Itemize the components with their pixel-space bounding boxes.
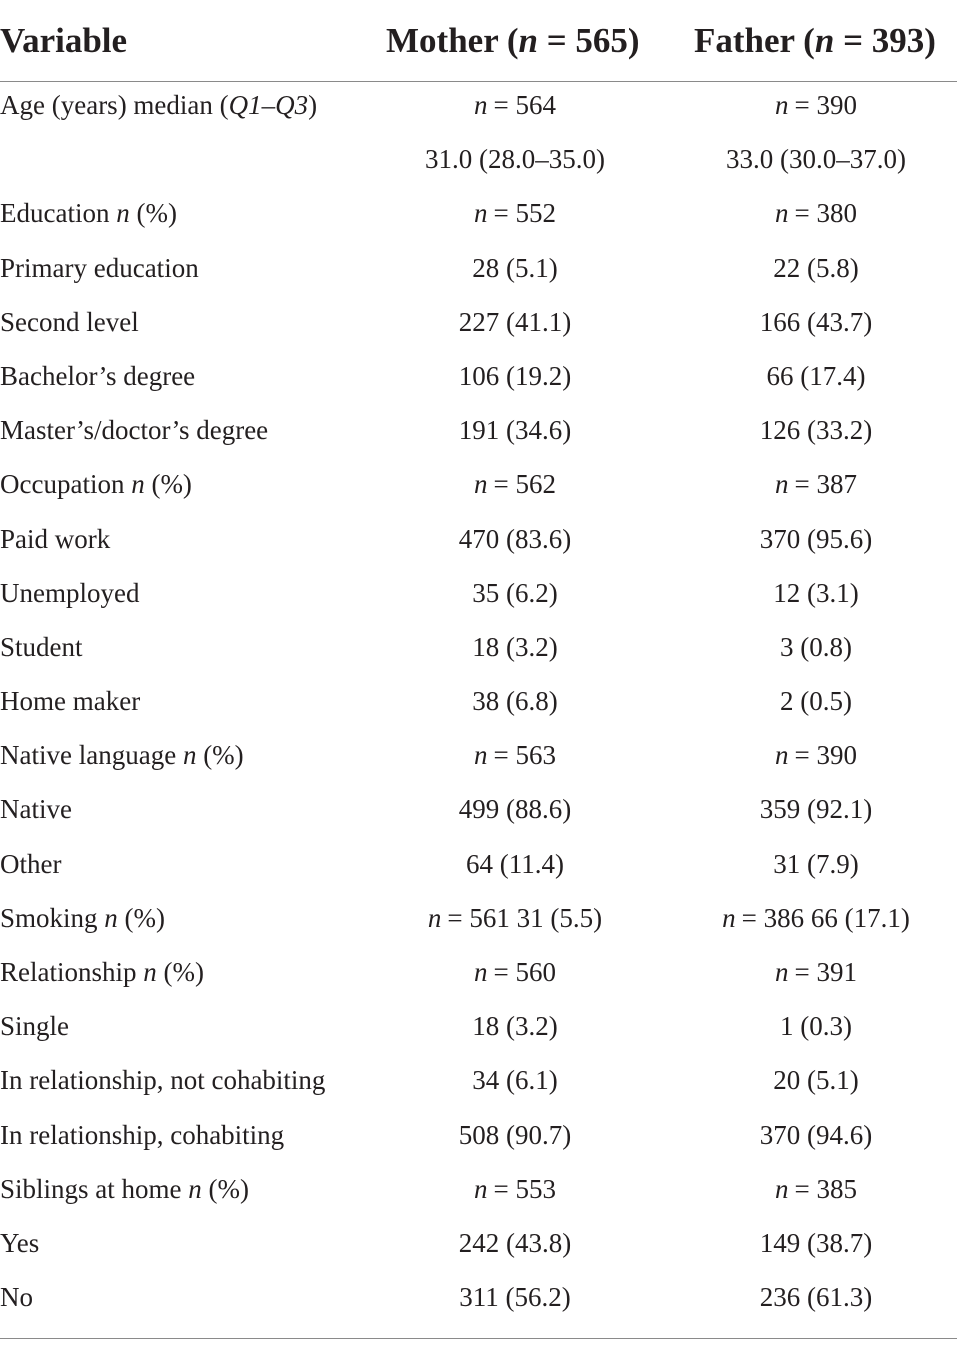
table-row xyxy=(0,516,957,570)
row-mother-value: 38 (6.8) xyxy=(472,686,558,717)
n-symbol: n xyxy=(775,957,789,987)
n-symbol: n xyxy=(427,902,442,933)
row-variable: Education n (%) xyxy=(0,198,177,229)
table-row xyxy=(0,1166,957,1220)
row-variable: Master’s/doctor’s degree xyxy=(0,415,269,446)
row-mother-value: n = 560 xyxy=(474,957,556,987)
row-variable: Bachelor’s degree xyxy=(0,360,196,391)
row-father-value: n = 390 xyxy=(775,90,857,120)
row-variable: Unemployed xyxy=(0,577,140,608)
row-mother-value: n = 564 xyxy=(474,90,556,120)
row-variable: Student xyxy=(0,631,83,662)
table-row xyxy=(0,299,957,353)
table-row xyxy=(0,1057,957,1111)
row-mother-value: 28 (5.1) xyxy=(472,252,558,283)
row-father-value: 236 (61.3) xyxy=(759,1282,873,1313)
table-row xyxy=(0,732,957,786)
row-father-value: 359 (92.1) xyxy=(759,794,873,825)
row-mother-value: 64 (11.4) xyxy=(466,848,564,879)
row-variable: Native language n (%) xyxy=(0,740,244,771)
n-symbol: n xyxy=(775,740,789,771)
n-symbol: n xyxy=(775,469,789,500)
table-row xyxy=(0,190,957,244)
row-mother-value: 34 (6.1) xyxy=(472,1065,558,1096)
row-variable: Home maker xyxy=(0,686,141,717)
row-variable: Single xyxy=(0,1011,70,1042)
row-variable: Siblings at home n (%) xyxy=(0,1173,249,1204)
n-symbol: n xyxy=(474,740,488,771)
row-father-value: n = 387 xyxy=(775,469,857,500)
table-row xyxy=(0,786,957,840)
row-father-value: 3 (0.8) xyxy=(780,631,852,662)
row-variable: Second level xyxy=(0,306,139,337)
row-father-value: 370 (95.6) xyxy=(759,523,873,554)
row-variable: Relationship n (%) xyxy=(0,957,204,987)
row-father-value: 126 (33.2) xyxy=(759,415,873,446)
row-father-value: 2 (0.5) xyxy=(780,686,852,717)
row-father-value: 370 (94.6) xyxy=(759,1119,873,1150)
row-mother-value: n = 561 31 (5.5) xyxy=(427,902,603,933)
row-variable: Primary education xyxy=(0,252,199,283)
table-row xyxy=(0,1112,957,1166)
row-father-value: n = 390 xyxy=(775,740,857,771)
row-mother-value: 35 (6.2) xyxy=(472,577,558,608)
row-mother-value: n = 563 xyxy=(474,740,556,771)
table-row xyxy=(0,570,957,624)
n-symbol: n xyxy=(474,198,488,229)
row-mother-value: 311 (56.2) xyxy=(459,1282,571,1313)
header-father: Father (n = 393) xyxy=(694,21,936,60)
n-symbol: n xyxy=(474,957,488,987)
row-variable: Occupation n (%) xyxy=(0,469,192,500)
n-symbol: n xyxy=(775,90,789,120)
row-mother-value: 191 (34.6) xyxy=(458,415,572,446)
row-variable: Yes xyxy=(0,1227,40,1258)
row-father-value: n = 386 66 (17.1) xyxy=(722,902,910,933)
row-father-value: n = 385 xyxy=(775,1173,857,1204)
row-variable: Native xyxy=(0,794,72,825)
table-row xyxy=(0,461,957,515)
row-variable: No xyxy=(0,1282,33,1313)
table-row xyxy=(0,1220,957,1274)
n-symbol: n xyxy=(474,90,488,120)
header-variable: Variable xyxy=(0,21,128,60)
table-row xyxy=(0,407,957,461)
row-mother-value: 18 (3.2) xyxy=(472,631,558,662)
row-mother-value: 242 (43.8) xyxy=(458,1227,572,1258)
table-row xyxy=(0,841,957,895)
row-mother-value: 508 (90.7) xyxy=(458,1119,572,1150)
table-row xyxy=(0,353,957,407)
row-mother-value: 470 (83.6) xyxy=(458,523,572,554)
table-row xyxy=(0,1003,957,1057)
table-row xyxy=(0,245,957,299)
table-row xyxy=(0,678,957,732)
row-father-value: n = 391 xyxy=(775,957,857,987)
row-father-value: 12 (3.1) xyxy=(773,577,859,608)
row-mother-value: n = 562 xyxy=(474,469,556,500)
row-variable: In relationship, not cohabiting xyxy=(0,1065,326,1096)
row-variable: In relationship, cohabiting xyxy=(0,1119,285,1150)
row-father-value: 166 (43.7) xyxy=(759,306,873,337)
table-body xyxy=(0,82,957,1328)
n-symbol: n xyxy=(775,198,789,229)
table-row xyxy=(0,82,957,136)
header-mother: Mother (n = 565) xyxy=(386,21,640,60)
row-father-value: 22 (5.8) xyxy=(773,252,859,283)
row-variable: Smoking n (%) xyxy=(0,902,166,933)
row-father-value: 1 (0.3) xyxy=(780,1011,852,1042)
row-father-value: 33.0 (30.0–37.0) xyxy=(726,144,906,175)
row-father-value: 31 (7.9) xyxy=(773,848,859,879)
row-mother-value: n = 553 xyxy=(474,1173,556,1204)
table-row xyxy=(0,895,957,949)
n-symbol: n xyxy=(775,1173,789,1204)
row-mother-value: 18 (3.2) xyxy=(472,1011,558,1042)
row-mother-value: 227 (41.1) xyxy=(458,306,572,337)
table-row xyxy=(0,136,957,190)
row-father-value: 149 (38.7) xyxy=(759,1227,873,1258)
row-mother-value: 499 (88.6) xyxy=(458,794,572,825)
n-symbol: n xyxy=(474,1173,488,1204)
row-father-value: 66 (17.4) xyxy=(766,360,866,391)
row-variable: Paid work xyxy=(0,523,111,554)
table-header xyxy=(0,0,957,80)
row-variable: Other xyxy=(0,848,62,879)
n-symbol: n xyxy=(474,469,488,500)
table-row xyxy=(0,624,957,678)
n-symbol: n xyxy=(722,902,736,933)
row-mother-value: 106 (19.2) xyxy=(458,360,572,391)
table-row xyxy=(0,1274,957,1328)
row-father-value: n = 380 xyxy=(775,198,857,229)
row-mother-value: n = 552 xyxy=(474,198,556,229)
row-mother-value: 31.0 (28.0–35.0) xyxy=(425,144,605,175)
row-variable: Age (years) median (Q1–Q3) xyxy=(0,90,318,120)
table-row xyxy=(0,949,957,1003)
row-father-value: 20 (5.1) xyxy=(773,1065,859,1096)
footer-divider xyxy=(0,1338,957,1339)
